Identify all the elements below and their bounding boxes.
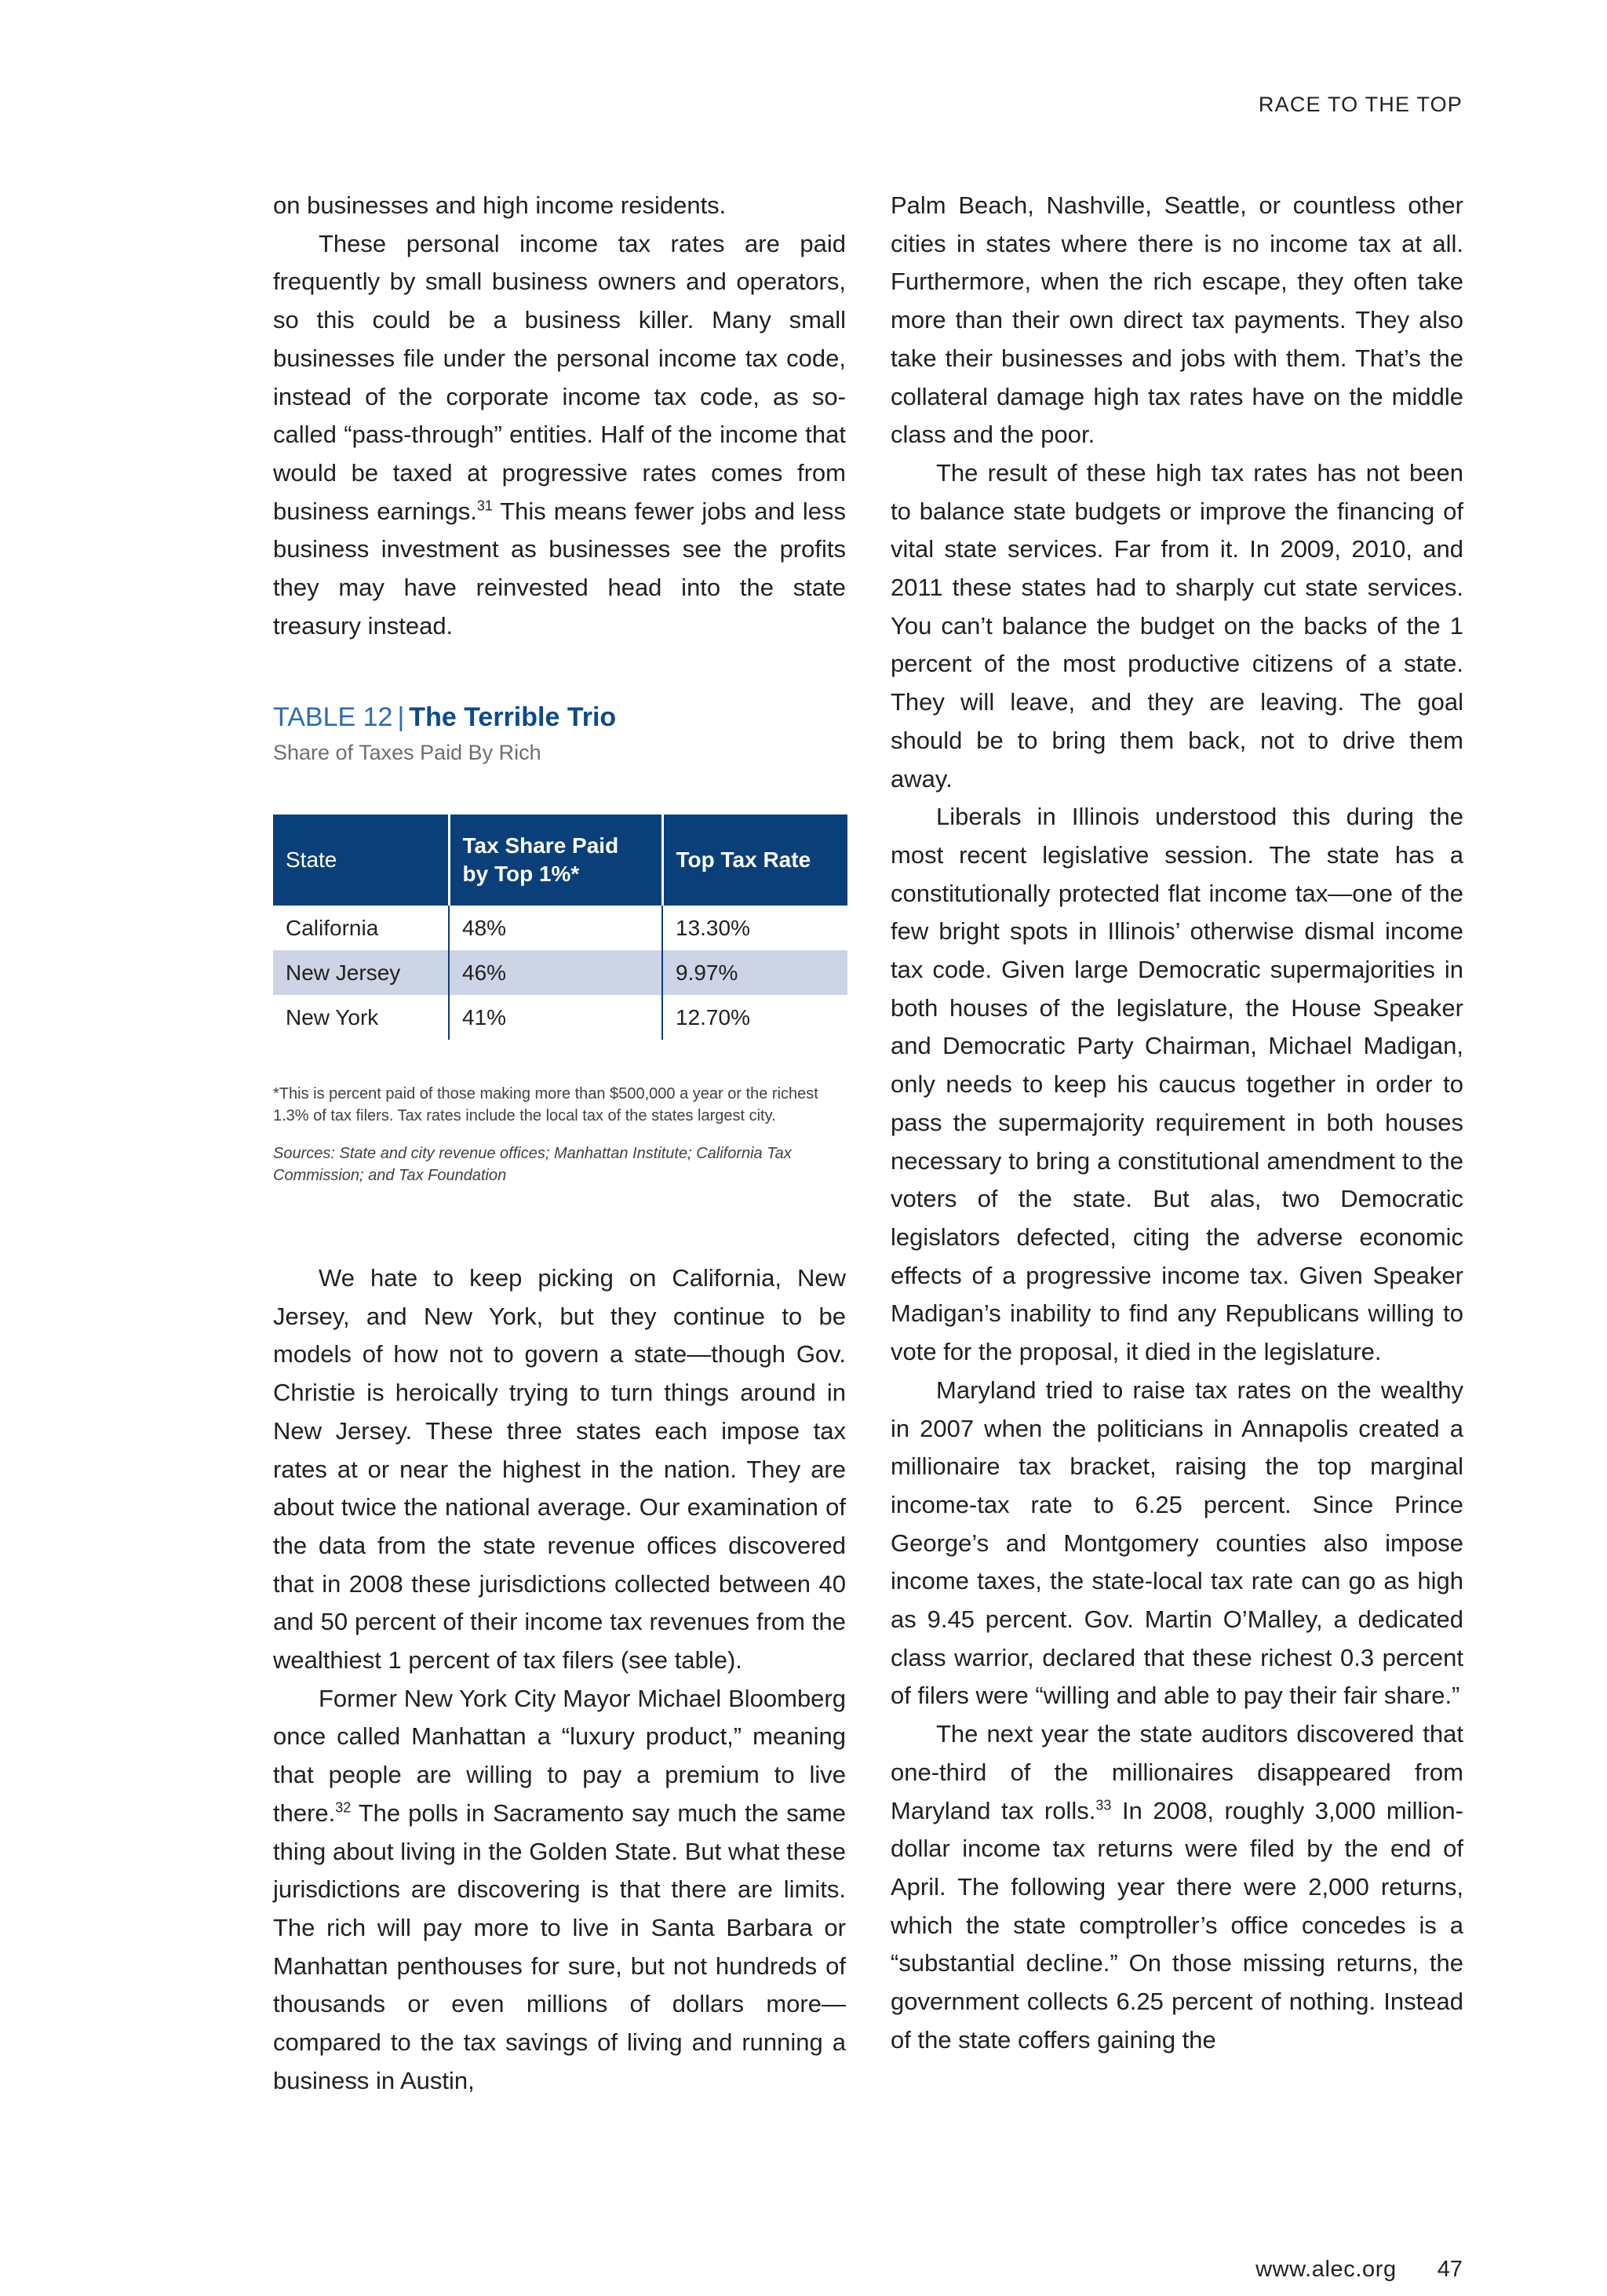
cell-top-rate: 13.30% xyxy=(676,915,750,940)
paragraph-text: We hate to keep picking on California, New Jersey, and New York, but they continue to be models of how not to govern a state—though Gov. Christie is heroically trying to turn things around in New Jersey. These three states each impose tax rates at or near the highest in the nation. They are about twice the national average. Our examination of the data from the state revenue offices discovered that in 2008 these jurisdictions collected between 40 and 50 percent of their income tax revenues from the wealthiest 1 percent of tax filers (see table). xyxy=(273,1264,846,1675)
paragraph-text: on businesses and high income residents. xyxy=(273,191,727,219)
footnote-ref: 33 xyxy=(1095,1797,1112,1813)
paragraph-text: Former New York City Mayor Michael Bloomberg once called Manhattan a “luxury product,” meaning that people are willing to pay a premium to live there. xyxy=(273,1684,846,1827)
cell-tax-share: 46% xyxy=(449,950,662,995)
running-head: RACE TO THE TOP xyxy=(1258,93,1463,116)
paragraph-text: The next year the state auditors discovered that one-third of the millionaires disappeared from Maryland tax rolls. xyxy=(891,1720,1463,1824)
cell-top-rate: 12.70% xyxy=(676,1004,750,1030)
paragraph xyxy=(891,1372,1463,1715)
paragraph-text: These personal income tax rates are paid frequently by small business owners and operators, so this could be a business killer. Many small businesses file under the personal income tax code, instead of the corporate income tax code, as so-called “pass-through” entities. Half of the income that would be taxed at progressive rates comes from business earnings. xyxy=(273,229,846,525)
paragraph xyxy=(891,454,1463,798)
cell-top-rate: 9.97% xyxy=(662,950,847,995)
paragraph-text-tail: In 2008, roughly 3,000 million-dollar income tax returns were filed by the end of April. The following year there were 2,000 returns, which the state comptroller’s office concedes is a “substantial decline.” On those missing returns, the government collects 6.25 percent of nothing. Instead of the state coffers gaining the xyxy=(891,1796,1463,2054)
column-header-top-rate: Top Tax Rate xyxy=(662,815,847,906)
paragraph-text-tail: This means fewer jobs and less business investment as businesses see the profits they may have reinvested head into the state treasury instead. xyxy=(273,497,846,640)
footnote-ref: 32 xyxy=(335,1799,352,1816)
table-row xyxy=(273,906,847,950)
table-row xyxy=(273,995,847,1040)
column-header-tax-share: Tax Share Paid by Top 1%* xyxy=(449,815,662,906)
paragraph-text: The result of these high tax rates has not been to balance state budgets or improve the financing of vital state services. Far from it. In 2009, 2010, and 2011 these states had to sharply cut state services. You can’t balance the budget on the backs of the 1 percent of the most productive citizens of a state. They will leave, and they are leaving. The goal should be to bring them back, not to drive them away. xyxy=(891,458,1463,793)
cell-state: California xyxy=(273,906,449,950)
table-subtitle: Share of Taxes Paid By Rich xyxy=(273,741,541,764)
cell-tax-share: 48% xyxy=(449,906,662,950)
footnote-ref: 31 xyxy=(476,497,493,514)
paragraph-text: Liberals in Illinois understood this during the most recent legislative session. The state has a constitutionally protected flat income tax—one of the few bright spots in Illinois’ otherwise dismal income tax code. Given large Democratic supermajorities in both houses of the legislature, the House Speaker and Democratic Party Chairman, Michael Madigan, only needs to keep his caucus together in order to pass the supermajority requirement in both houses necessary to bring a constitutional amendment to the voters of the state. But alas, two Democratic legislators defected, citing the adverse economic effects of a progressive income tax. Given Speaker Madigan’s inability to find any Republicans willing to vote for the proposal, it died in the legislature. xyxy=(891,803,1463,1366)
cell-tax-share: 41% xyxy=(449,995,662,1040)
paragraph xyxy=(891,1715,1463,2059)
paragraph xyxy=(273,1680,846,2101)
paragraph xyxy=(273,187,846,225)
table-row xyxy=(273,950,847,995)
table-title xyxy=(273,700,847,734)
paragraph-text: Maryland tried to raise tax rates on the wealthy in 2007 when the politicians in Annapolis created a millionaire tax bracket, raising the top marginal income-tax rate to 6.25 percent. Since Prince George’s and Montgomery counties also impose income taxes, the state-local tax rate can go as high as 9.45 percent. Gov. Martin O’Malley, a dedicated class warrior, declared that these richest 0.3 percent of filers were “willing and able to pay their fair share.” xyxy=(891,1376,1463,1710)
cell-state: New Jersey xyxy=(273,950,449,995)
paragraph-text: Palm Beach, Nashville, Seattle, or countless other cities in states where there is no income tax at all. Furthermore, when the rich escape, they often take more than their own direct tax payments. They also take their businesses and jobs with them. That’s the collateral damage high tax rates have on the middle class and the poor. xyxy=(891,191,1463,449)
table-title-separator: | xyxy=(397,702,405,732)
left-column-top xyxy=(273,187,846,645)
table-number: TABLE 12 xyxy=(273,702,393,732)
paragraph xyxy=(891,798,1463,1372)
table-12 xyxy=(273,700,847,1186)
tax-share-table xyxy=(273,815,847,1040)
column-header-state: State xyxy=(273,815,449,906)
paragraph xyxy=(891,187,1463,454)
paragraph xyxy=(273,225,846,646)
footer-website: www.alec.org xyxy=(1255,2257,1397,2282)
cell-state: New York xyxy=(273,995,449,1040)
table-footnote: *This is percent paid of those making more than $500,000 a year or the richest 1.3% of tax filers. Tax rates include the local tax of the states largest city. xyxy=(273,1085,818,1124)
table-header-row xyxy=(273,815,847,906)
left-column-bottom xyxy=(273,1259,846,2100)
paragraph xyxy=(273,1259,846,1680)
page-footer xyxy=(1255,2257,1463,2283)
page-number: 47 xyxy=(1437,2257,1463,2282)
table-sources: Sources: State and city revenue offices; Manhattan Institute; California Tax Commission; and Tax Foundation xyxy=(273,1145,792,1184)
table-name: The Terrible Trio xyxy=(409,702,617,732)
paragraph-text-tail: The polls in Sacramento say much the same thing about living in the Golden State. But what these jurisdictions are discovering is that there are limits. The rich will pay more to live in Santa Barbara or Manhattan penthouses for sure, but not hundreds of thousands or even millions of dollars more—compared to the tax savings of living and running a business in Austin, xyxy=(273,1799,846,2094)
right-column xyxy=(891,187,1463,2059)
